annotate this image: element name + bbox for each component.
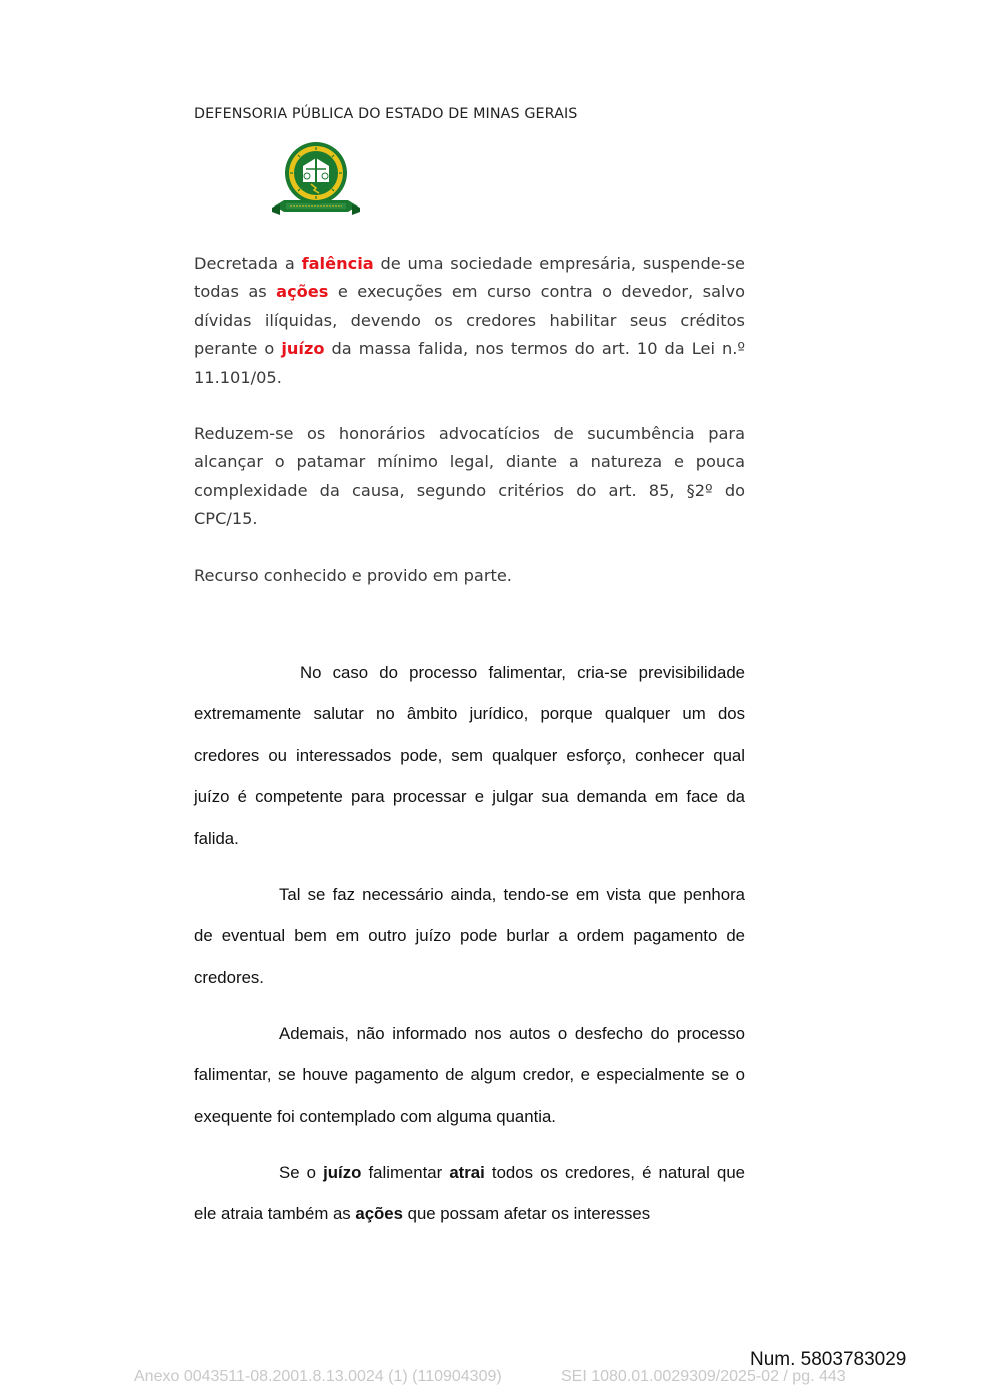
body-paragraph-2: Tal se faz necessário ainda, tendo-se em vista que penhora de eventual bem em outro juízo pode burlar a ordem pagamento de credores. — [194, 885, 745, 987]
body-paragraph-1: No caso do processo falimentar, cria-se previsibilidade extremamente salutar no âmbito jurídico, porque qualquer um dos credores ou interessados pode, sem qualquer esforço, conhecer qual juízo é competente para processar e julgar sua demanda em face da falida. — [194, 663, 745, 848]
body-paragraph-4 — [194, 1152, 745, 1235]
defensoria-seal-logo — [270, 138, 362, 220]
body-text: Se o — [279, 1163, 324, 1182]
ementa-paragraph-3: Recurso conhecido e provido em parte. — [194, 566, 512, 585]
body-text: todos os credores, é natural que ele atraia também as — [194, 1163, 745, 1224]
ementa-text: e execuções em curso contra o devedor, salvo dívidas ilíquidas, devendo os credores habilitar seus créditos perante o — [194, 282, 745, 359]
document-number: Num. 5803783029 — [750, 1349, 907, 1370]
ementa-text: da massa falida, nos termos do art. 10 da Lei n.º 11.101/05. — [194, 339, 745, 387]
highlight-acoes: ações — [276, 282, 329, 302]
body-text: falimentar — [361, 1163, 450, 1182]
bold-acoes: ações — [355, 1204, 403, 1224]
highlight-juizo: juízo — [281, 339, 325, 359]
institution-header: DEFENSORIA PÚBLICA DO ESTADO DE MINAS GERAIS — [194, 106, 578, 122]
body-paragraph-3: Ademais, não informado nos autos o desfecho do processo falimentar, se houve pagamento de algum credor, e especialmente se o exequente foi contemplado com alguma quantia. — [194, 1024, 745, 1126]
bold-juizo: juízo — [323, 1163, 362, 1182]
ementa-text: Decretada a — [194, 254, 302, 273]
ementa-text: de uma sociedade empresária, suspende-se todas as — [194, 254, 745, 302]
annex-reference: Anexo 0043511-08.2001.8.13.0024 (1) (110904309) — [134, 1368, 502, 1385]
ementa-paragraph-2: Reduzem-se os honorários advocatícios de sucumbência para alcançar o patamar mínimo legal, diante a natureza e pouca complexidade da causa, segundo critérios do art. 85, §2º do CPC/15. — [194, 424, 745, 529]
highlight-falencia: falência — [301, 254, 374, 273]
ementa-paragraph-1 — [194, 250, 745, 392]
sei-page-reference: SEI 1080.01.0029309/2025-02 / pg. 443 — [561, 1368, 846, 1385]
bold-atrai: atrai — [449, 1163, 485, 1182]
body-text: que possam afetar os interesses — [402, 1204, 651, 1224]
